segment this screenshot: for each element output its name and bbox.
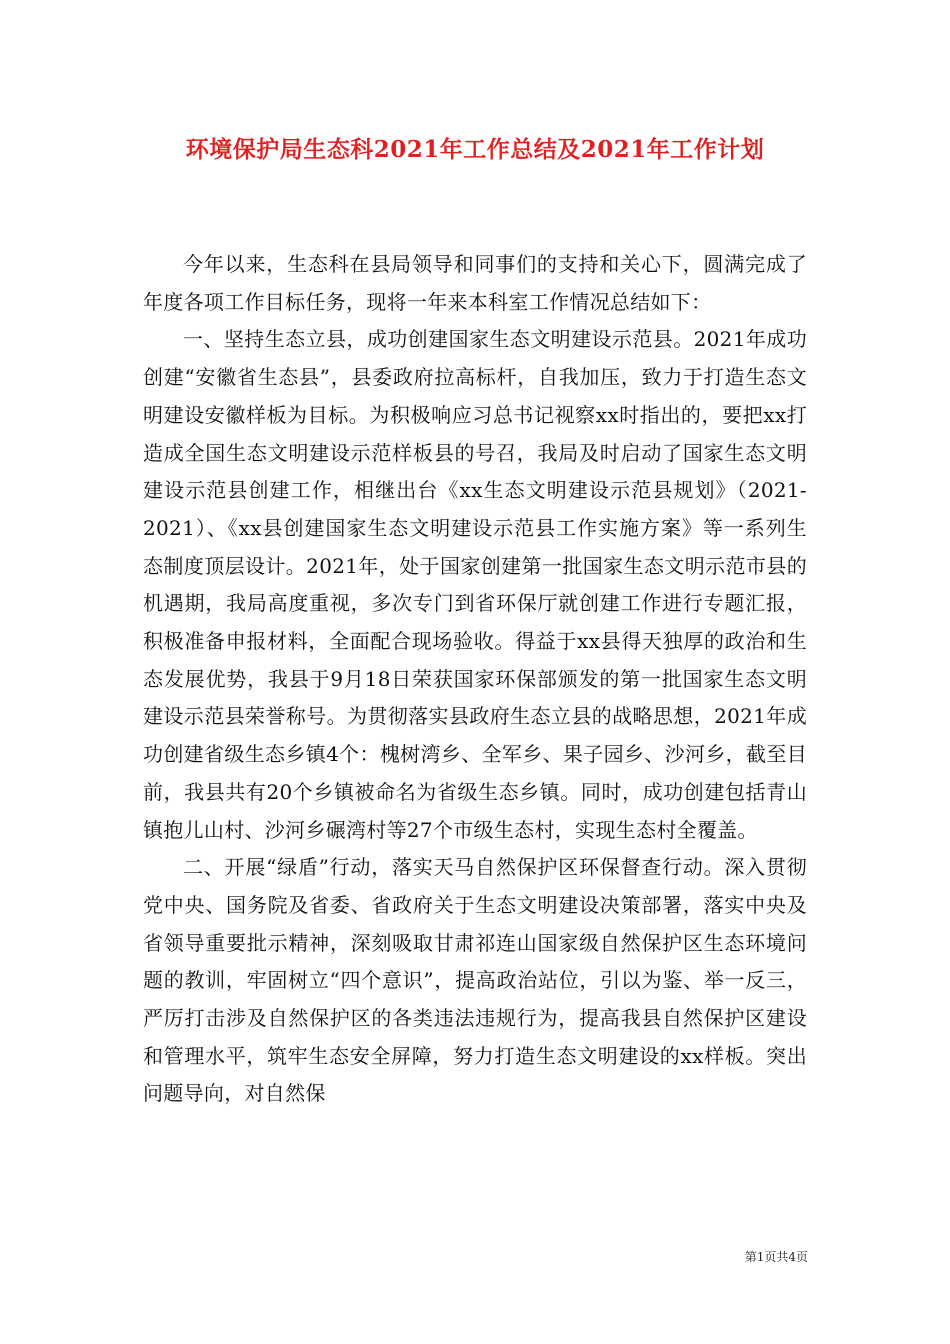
page-number: 第1页共4页 <box>744 1250 808 1264</box>
paragraph-intro: 今年以来，生态科在县局领导和同事们的支持和关心下，圆满完成了年度各项工作目标任务，现将一年来本科室工作情况总结如下： <box>143 252 807 314</box>
document-title: 环境保护局生态科2021年工作总结及2021年工作计划 <box>185 136 765 163</box>
paragraph-section-1: 一、坚持生态立县，成功创建国家生态文明建设示范县。2021年成功创建“安徽省生态县”，县委政府拉高标杆，自我加压，致力于打造生态文明建设安徽样板为目标。为积极响应习总书记视察xx时指出的，要把xx打造成全国生态文明建设示范样板县的号召，我局及时启动了国家生态文明建设示范县创建工作，相继出台《xx生态文明建设示范县规划》（2021-2021）、《xx县创建国家生态文明建设示范县工作实施方案》等一系列生态制度顶层设计。2021年，处于国家创建第一批国家生态文明示范市县的机遇期，我局高度重视，多次专门到省环保厅就创建工作进行专题汇报，积极准备申报材料，全面配合现场验收。得益于xx县得天独厚的政治和生态发展优势，我县于9月18日荣获国家环保部颁发的第一批国家生态文明建设示范县荣誉称号。为贯彻落实县政府生态立县的战略思想，2021年成功创建省级生态乡镇4个：槐树湾乡、全军乡、果子园乡、沙河乡，截至目前，我县共有20个乡镇被命名为省级生态乡镇。同时，成功创建包括青山镇抱儿山村、沙河乡碾湾村等27个市级生态村，实现生态村全覆盖。 <box>143 327 807 842</box>
document-body <box>143 246 807 1113</box>
paragraph-section-2: 二、开展“绿盾”行动，落实天马自然保护区环保督查行动。深入贯彻党中央、国务院及省委、省政府关于生态文明建设决策部署，落实中央及省领导重要批示精神，深刻吸取甘肃祁连山国家级自然保护区生态环境问题的教训，牢固树立“四个意识”，提高政治站位，引以为鉴、举一反三，严厉打击涉及自然保护区的各类违法违规行为，提高我县自然保护区建设和管理水平，筑牢生态安全屏障，努力打造生态文明建设的xx样板。突出问题导向，对自然保 <box>143 855 807 1106</box>
